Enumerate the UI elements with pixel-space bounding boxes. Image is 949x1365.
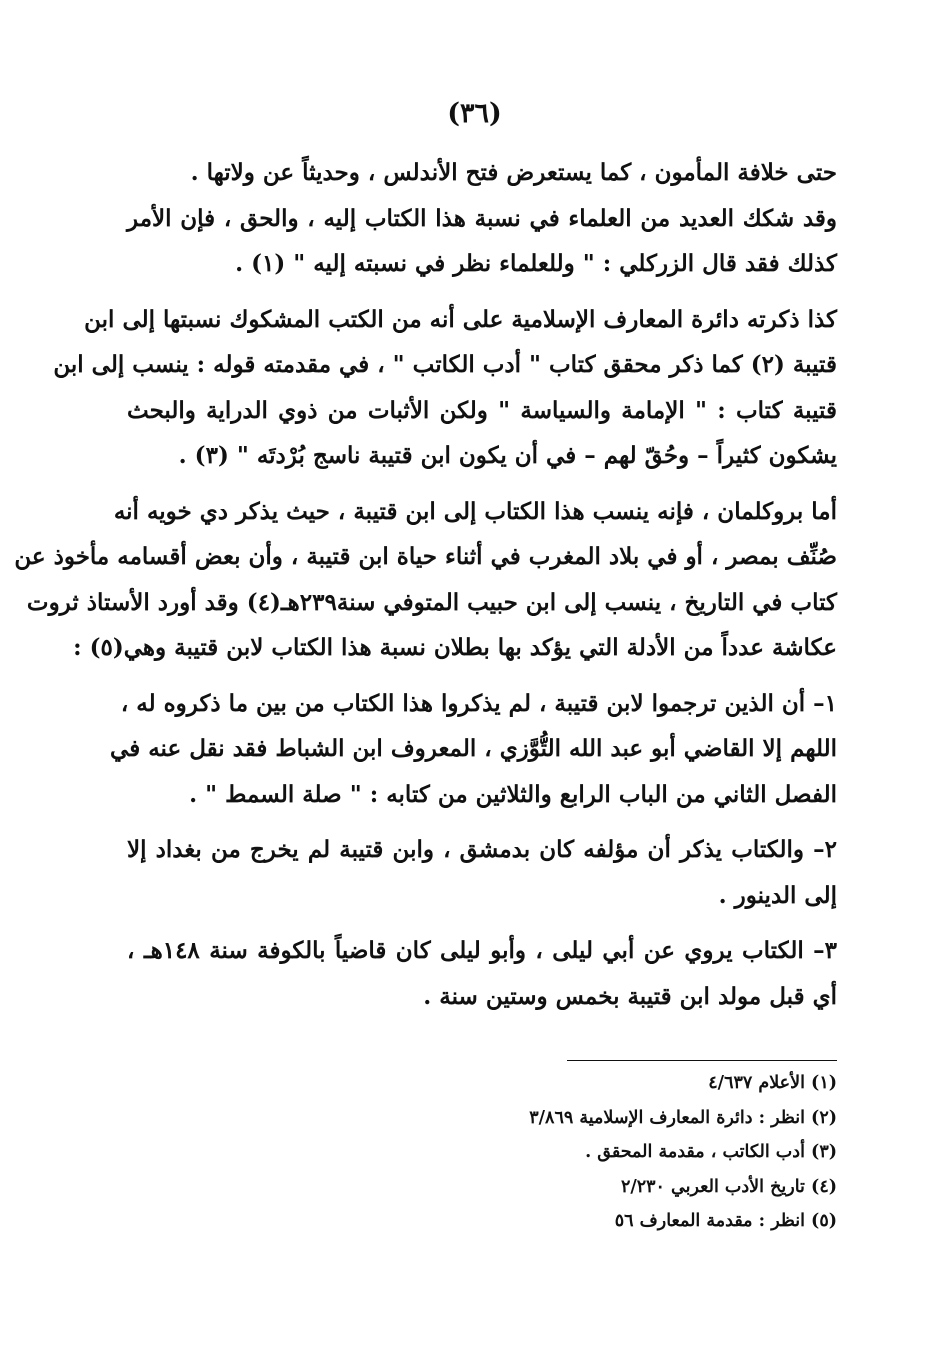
body-line: قتيبة كتاب : " الإمامة والسياسة " ولكن الأثبات من ذوي الدراية والبحث <box>127 396 837 424</box>
body-line: عكاشة عدداً من الأدلة التي يؤكد بها بطلان نسبة هذا الكتاب لابن قتيبة وهي(٥) : <box>73 634 837 661</box>
body-text <box>14 150 837 1019</box>
body-line: اللهم إلا القاضي أبو عبد الله التُّوَّزي ، المعروف ابن الشباط فقد نقل عنه في <box>110 735 837 762</box>
body-line: الفصل الثاني من الباب الرابع والثلاثين من كتابه : " صلة السمط " . <box>189 780 837 808</box>
footnote: (٥) انظر : مقدمة المعارف ٥٦ <box>614 1211 837 1231</box>
body-line: صُنِّف بمصر ، أو في بلاد المغرب في أثناء حياة ابن قتيبة ، وأن بعض أقسامه مأخوذ عن <box>14 543 837 570</box>
body-line: أما بروكلمان ، فإنه ينسب هذا الكتاب إلى ابن قتيبة ، حيث يذكر دي خويه أنه <box>113 497 837 525</box>
footnote: (٣) أدب الكاتب ، مقدمة المحقق . <box>585 1142 837 1162</box>
body-line: ١– أن الذين ترجموا لابن قتيبة ، لم يذكروا هذا الكتاب من بين ما ذكروه له ، <box>120 689 837 717</box>
body-line: وقد شكك العديد من العلماء في نسبة هذا الكتاب إليه ، والحق ، فإن الأمر <box>127 204 837 232</box>
body-line: أي قبل مولد ابن قتيبة بخمس وستين سنة . <box>423 982 837 1010</box>
body-line: ٣– الكتاب يروي عن أبي ليلى ، وأبو ليلى كان قاضياً بالكوفة سنة ١٤٨هـ ، <box>127 937 837 964</box>
body-line: ٢– والكتاب يذكر أن مؤلفه كان بدمشق ، وابن قتيبة لم يخرج من بغداد إلا <box>127 836 837 863</box>
footnote: (٤) تاريخ الأدب العربي ٢/٢٣٠ <box>620 1176 837 1197</box>
body-line: كذلك فقد قال الزركلي : " وللعلماء نظر في نسبته إليه " (١) . <box>235 250 837 277</box>
body-line: كذا ذكرته دائرة المعارف الإسلامية على أنه من الكتب المشكوك نسبتها إلى ابن <box>84 305 837 333</box>
body-line: يشكون كثيراً – وحُقّ لهم – في أن يكون ابن قتيبة ناسج بُرْدتَه " (٣) . <box>178 442 837 469</box>
page-number: (٣٦) <box>447 98 502 129</box>
body-line: قتيبة (٢) كما ذكر محقق كتاب " أدب الكاتب " ، في مقدمته قوله : ينسب إلى ابن <box>53 351 837 378</box>
body-line: حتى خلافة المأمون ، كما يستعرض فتح الأندلس ، وحديثاً عن ولاتها . <box>190 159 837 186</box>
body-line: إلى الدينور . <box>718 881 837 909</box>
body-line: كتاب في التاريخ ، ينسب إلى ابن حبيب المتوفي سنة٢٣٩هـ(٤) وقد أورد الأستاذ ثروت <box>26 588 837 616</box>
footnotes <box>417 1066 837 1239</box>
footnote: (٢) انظر : دائرة المعارف الإسلامية ٣/٨٦٩ <box>529 1107 837 1128</box>
footnote-divider <box>567 1060 837 1061</box>
footnote: (١) الأعلام ٤/٦٣٧ <box>708 1073 837 1093</box>
